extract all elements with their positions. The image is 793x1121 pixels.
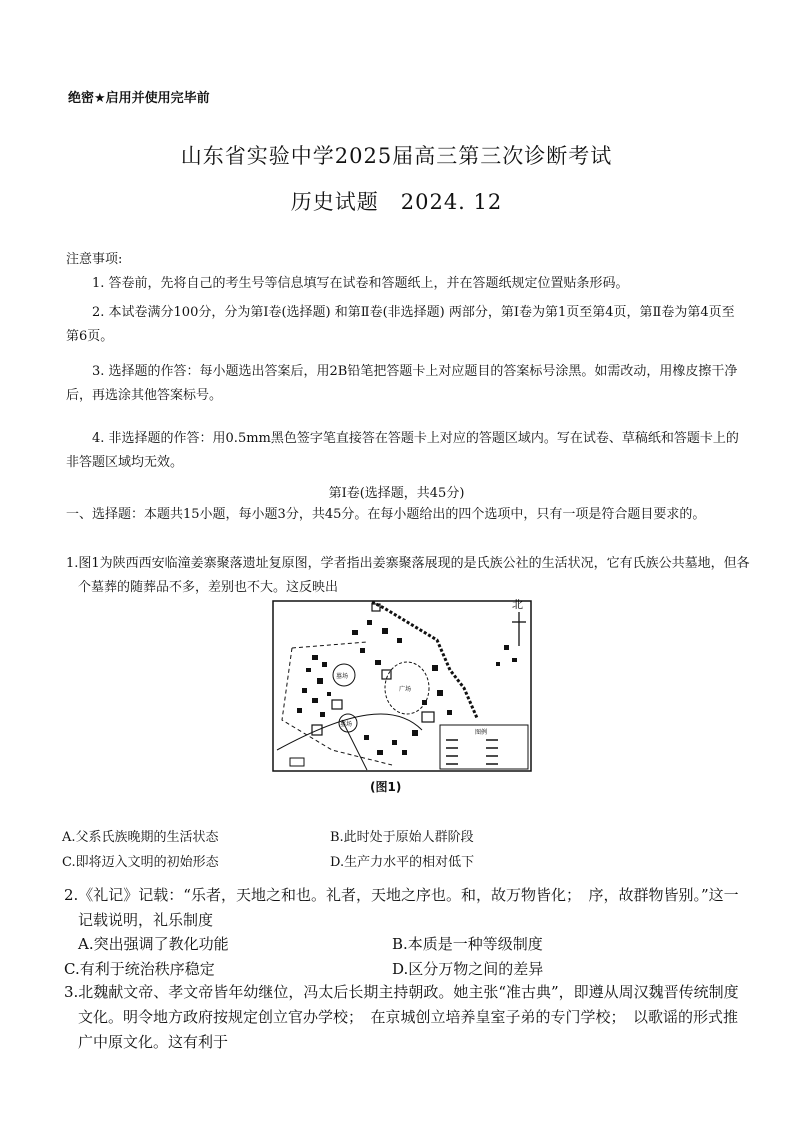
notes-heading: 注意事项: <box>66 252 123 267</box>
map-label-cemetery-1: 墓场 <box>336 673 349 680</box>
map-label-plaza: 广场 <box>399 686 412 693</box>
confidential-label: 绝密★启用并使用完毕前 <box>68 91 210 106</box>
q1-option-d: D.生产力水平的相对低下 <box>330 855 475 870</box>
map-scale-box <box>290 758 304 766</box>
note-item-3: 3. 选择题的作答：每小题选出答案后，用2B铅笔把答题卡上对应题目的答案标号涂黑。如需改动，用橡皮擦干净后，再选涂其他答案标号。 <box>66 364 738 403</box>
settlement-map <box>272 600 532 772</box>
q2-option-b: B.本质是一种等级制度 <box>392 935 543 953</box>
q2-option-d: D.区分万物之间的差异 <box>392 960 544 978</box>
figure-caption: (图1) <box>370 780 402 794</box>
q2-stem: 2.《礼记》记载：“乐者，天地之和也。礼者，天地之序也。和，故万物皆化； 序，故群物皆别。”这一记载说明，礼乐制度 <box>64 886 739 929</box>
q2-option-c: C.有利于统治秩序稳定 <box>64 960 215 978</box>
note-item-4: 4. 非选择题的作答：用0.5mm黑色签字笔直接答在答题卡上对应的答题区域内。写在试卷、草稿纸和答题卡上的非答题区域均无效。 <box>66 431 739 470</box>
q1-stem: 1.图1为陕西西安临潼姜寨聚落遗址复原图，学者指出姜寨聚落展现的是氏族公社的生活状况，它有氏族公共墓地，但各个墓葬的随葬品不多，差别也不大。这反映出 <box>66 556 750 595</box>
north-arrow-icon <box>508 598 530 648</box>
note-item-1: 1. 答卷前，先将自己的考生号等信息填写在试卷和答题纸上，并在答题纸规定位置贴条形码。 <box>92 276 629 291</box>
map-label-cemetery-2: 墓场 <box>340 721 353 728</box>
q1-option-a: A.父系氏族晚期的生活状态 <box>62 830 219 845</box>
q1-option-b: B.此时处于原始人群阶段 <box>330 830 474 845</box>
q3-stem: 3.北魏献文帝、孝文帝皆年幼继位，冯太后长期主持朝政。她主张“准古典”，即遵从周汉魏晋传统制度文化。明令地方政府按规定创立官办学校； 在京城创立培养皇室子弟的专门学校； 以歌谣的形式推广中原文化。这有利于 <box>64 983 739 1051</box>
north-label: 北 <box>512 598 523 611</box>
section-instruction: 一、选择题：本题共15小题，每小题3分，共45分。在每小题给出的四个选项中，只有一项是符合题目要求的。 <box>66 507 706 522</box>
map-legend-title: 图例 <box>475 729 488 736</box>
section-title: 第Ⅰ卷(选择题，共45分) <box>328 486 465 501</box>
exam-title: 山东省实验中学2025届高三第三次诊断考试 <box>180 144 613 168</box>
q1-option-c: C.即将迈入文明的初始形态 <box>62 855 219 870</box>
exam-subtitle: 历史试题 2024. 12 <box>290 190 503 214</box>
q2-option-a: A.突出强调了教化功能 <box>78 935 229 953</box>
note-item-2: 2. 本试卷满分100分，分为第Ⅰ卷(选择题) 和第Ⅱ卷(非选择题) 两部分，第Ⅰ卷为第1页至第4页，第Ⅱ卷为第4页至第6页。 <box>66 305 735 344</box>
